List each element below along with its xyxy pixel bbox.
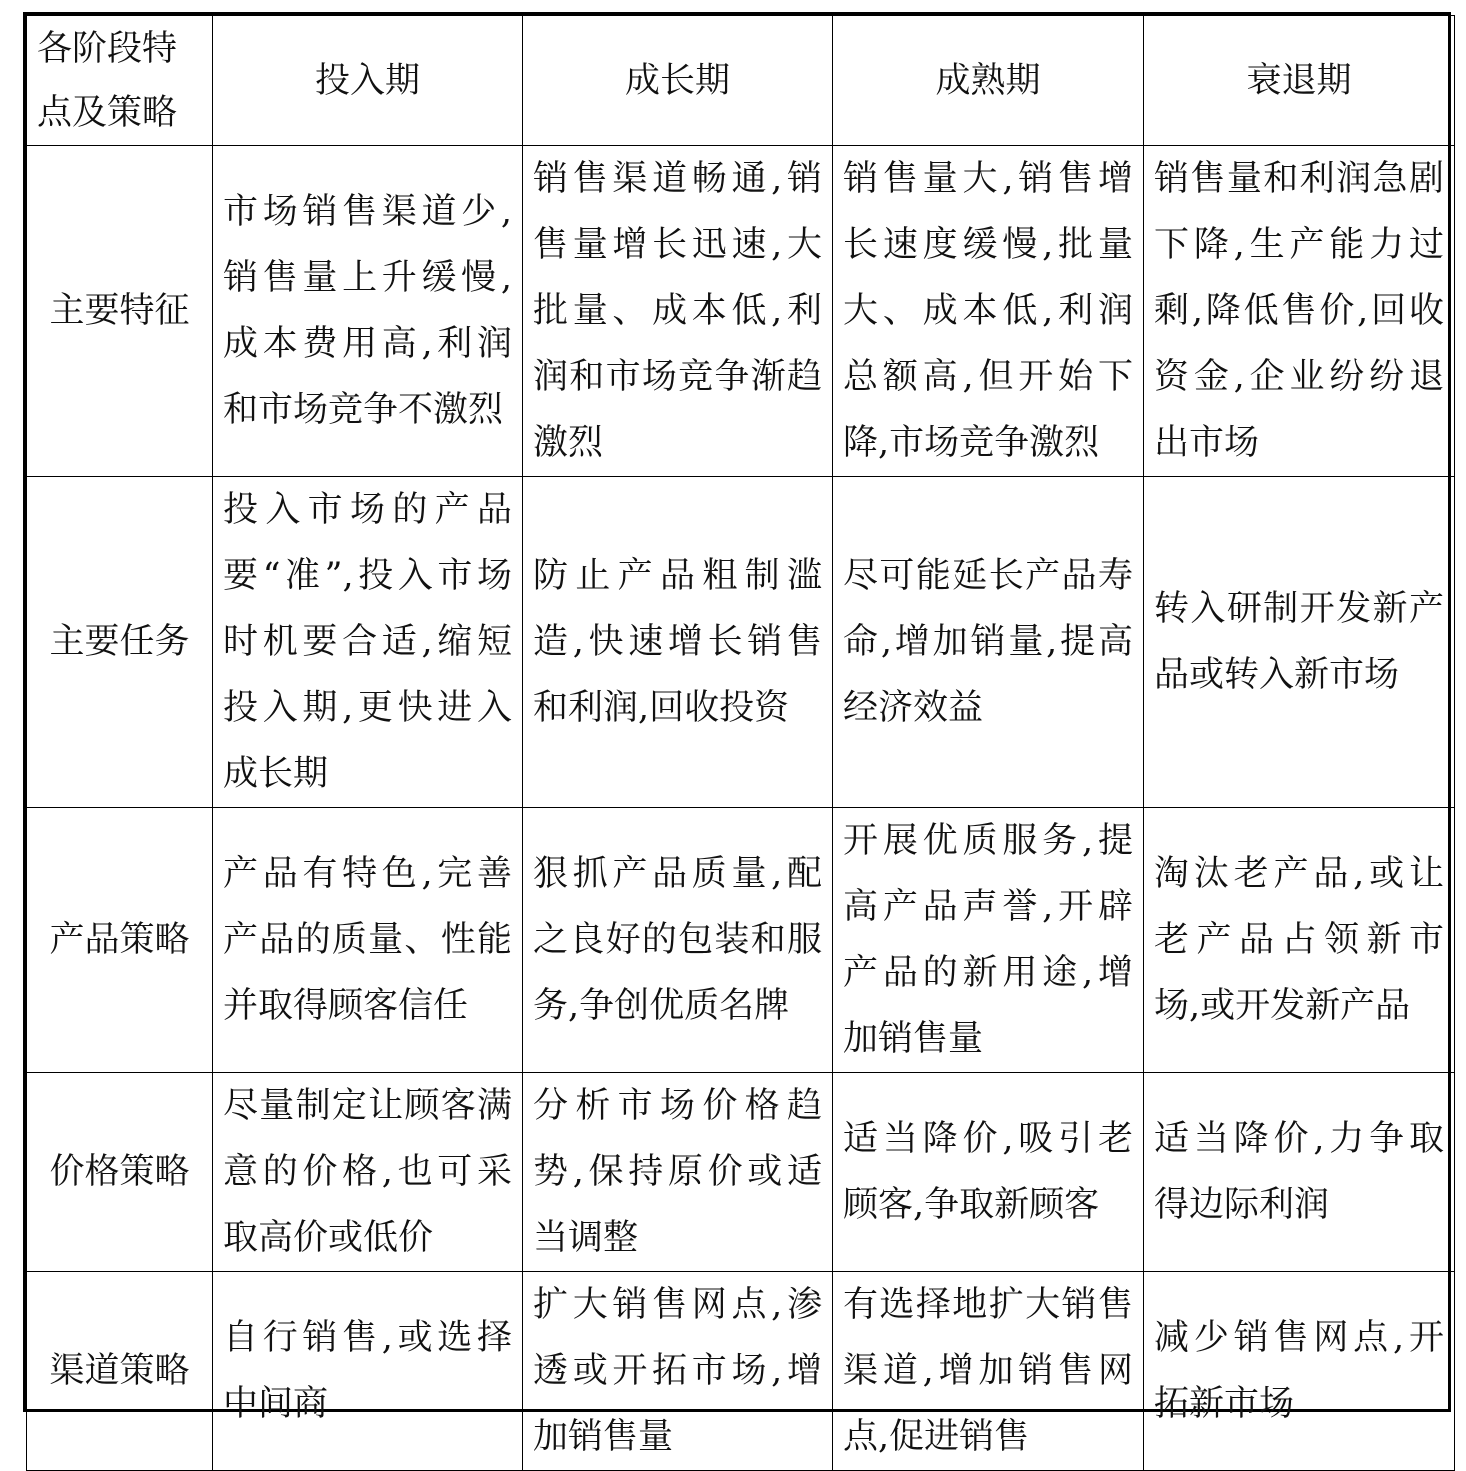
cell-product-decline: 淘汰老产品,或让老产品占领新市场,或开发新产品	[1144, 808, 1455, 1073]
cell-channel-decline: 减少销售网点,开拓新市场	[1144, 1272, 1455, 1471]
cell-channel-intro: 自行销售,或选择中间商	[213, 1272, 523, 1471]
cell-channel-maturity: 有选择地扩大销售渠道,增加销售网点,促进销售	[833, 1272, 1144, 1471]
cell-tasks-growth: 防止产品粗制滥造,快速增长销售和利润,回收投资	[523, 477, 833, 808]
stage-header-growth: 成长期	[523, 16, 833, 146]
cell-features-maturity: 销售量大,销售增长速度缓慢,批量大、成本低,利润总额高,但开始下降,市场竞争激烈	[833, 146, 1144, 477]
table-row-features	[27, 146, 1455, 477]
row-label-tasks: 主要任务	[27, 477, 213, 808]
cell-price-decline: 适当降价,力争取得边际利润	[1144, 1073, 1455, 1272]
cell-tasks-maturity: 尽可能延长产品寿命,增加销量,提高经济效益	[833, 477, 1144, 808]
row-label-product: 产品策略	[27, 808, 213, 1073]
table-row-product	[27, 808, 1455, 1073]
row-label-price: 价格策略	[27, 1073, 213, 1272]
corner-header-line-2: 点及策略	[37, 92, 178, 133]
corner-header-cell	[27, 16, 213, 146]
cell-channel-growth: 扩大销售网点,渗透或开拓市场,增加销售量	[523, 1272, 833, 1471]
table-row-channel	[27, 1272, 1455, 1471]
stage-header-decline: 衰退期	[1144, 16, 1455, 146]
table-header-row	[27, 16, 1455, 146]
corner-header-line-1: 各阶段特	[37, 28, 178, 69]
cell-price-maturity: 适当降价,吸引老顾客,争取新顾客	[833, 1073, 1144, 1272]
cell-price-intro: 尽量制定让顾客满意的价格,也可采取高价或低价	[213, 1073, 523, 1272]
cell-tasks-decline: 转入研制开发新产品或转入新市场	[1144, 477, 1455, 808]
lifecycle-strategy-table	[23, 12, 1451, 1457]
table-row-tasks	[27, 477, 1455, 808]
cell-product-growth: 狠抓产品质量,配之良好的包装和服务,争创优质名牌	[523, 808, 833, 1073]
cell-features-growth: 销售渠道畅通,销售量增长迅速,大批量、成本低,利润和市场竞争渐趋激烈	[523, 146, 833, 477]
table-row-price	[27, 1073, 1455, 1272]
cell-product-intro: 产品有特色,完善产品的质量、性能并取得顾客信任	[213, 808, 523, 1073]
row-label-channel: 渠道策略	[27, 1272, 213, 1471]
cell-features-decline: 销售量和利润急剧下降,生产能力过剩,降低售价,回收资金,企业纷纷退出市场	[1144, 146, 1455, 477]
cell-price-growth: 分析市场价格趋势,保持原价或适当调整	[523, 1073, 833, 1272]
stage-header-intro: 投入期	[213, 16, 523, 146]
cell-features-intro: 市场销售渠道少,销售量上升缓慢,成本费用高,利润和市场竞争不激烈	[213, 146, 523, 477]
stage-header-maturity: 成熟期	[833, 16, 1144, 146]
table-grid	[26, 15, 1455, 1471]
cell-product-maturity: 开展优质服务,提高产品声誉,开辟产品的新用途,增加销售量	[833, 808, 1144, 1073]
row-label-features: 主要特征	[27, 146, 213, 477]
cell-tasks-intro: 投入市场的产品要“准”,投入市场时机要合适,缩短投入期,更快进入成长期	[213, 477, 523, 808]
